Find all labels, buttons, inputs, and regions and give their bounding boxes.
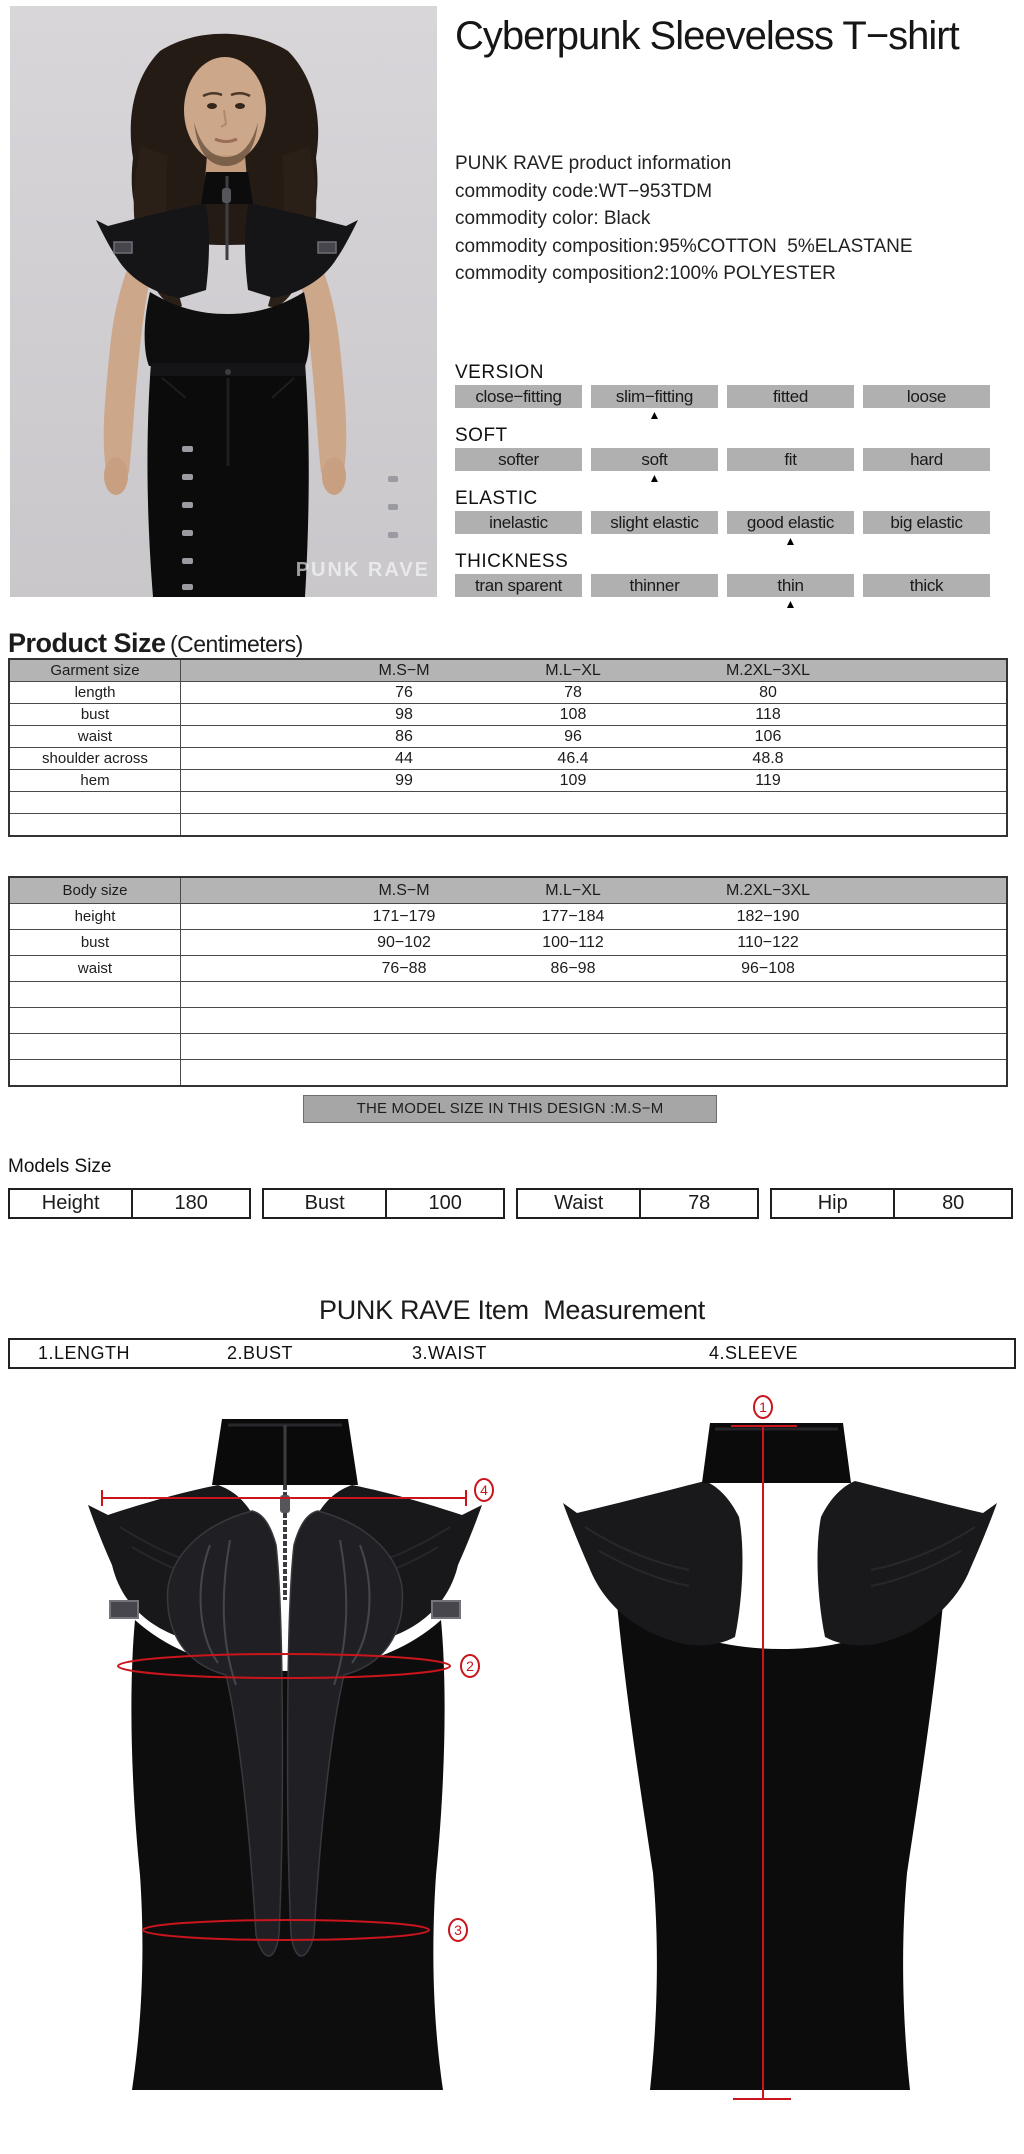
- selected-option-marker-icon: ▲: [648, 471, 661, 485]
- attribute-option-cell: thick: [863, 574, 990, 597]
- product-info-line: PUNK RAVE product information: [455, 153, 732, 174]
- models-size-row: [8, 1188, 1016, 1219]
- size-value-cell: 76−88: [381, 960, 427, 977]
- attribute-section-elastic: [455, 488, 990, 551]
- size-value-cell: 106: [754, 728, 782, 745]
- attribute-options-row: [455, 574, 990, 597]
- selected-option-marker-icon: ▲: [784, 597, 797, 611]
- attribute-options-row: [455, 385, 990, 408]
- bust-marker: 2: [466, 1658, 474, 1674]
- length-marker: 1: [759, 1399, 767, 1415]
- size-value-cell: 86: [395, 728, 413, 745]
- model-size-box-bust: [262, 1188, 505, 1219]
- product-size-units: (Centimeters): [169, 631, 303, 657]
- size-table-row: [10, 791, 1006, 813]
- row-label-cell: [10, 1008, 181, 1033]
- product-info-block: [455, 150, 913, 288]
- model-size-label: Height: [10, 1190, 133, 1217]
- size-value-cell: 177−184: [541, 908, 605, 925]
- row-label-cell: bust: [10, 930, 181, 955]
- product-size-heading: [8, 628, 303, 659]
- size-value-cell: 76: [395, 684, 413, 701]
- model-size-banner: THE MODEL SIZE IN THIS DESIGN :M.S−M: [303, 1095, 717, 1123]
- product-info-line: commodity composition:95%COTTON 5%ELASTANE: [455, 235, 913, 257]
- size-value-cell: 98: [395, 706, 413, 723]
- waist-marker: 3: [454, 1922, 462, 1938]
- size-value-cell: 171−179: [372, 908, 436, 925]
- attribute-label: THICKNESS: [455, 551, 569, 572]
- model-size-value: 180: [174, 1192, 208, 1214]
- attribute-option-cell: close−fitting: [455, 385, 582, 408]
- row-label-cell: [10, 1060, 181, 1085]
- attribute-label: VERSION: [455, 362, 545, 383]
- row-label-cell: [10, 792, 181, 813]
- size-value-cell: 118: [755, 706, 781, 723]
- size-value-cell: 90−102: [377, 934, 431, 951]
- legend-item-1: 1.LENGTH: [38, 1343, 131, 1363]
- model-size-box-hip: [770, 1188, 1013, 1219]
- size-value-cell: 96−108: [741, 960, 795, 977]
- size-table-row: [10, 1007, 1006, 1033]
- model-size-box-height: [8, 1188, 251, 1219]
- garment-back-view: [555, 1393, 1005, 2105]
- garment-size-table: [8, 658, 1008, 837]
- measurement-legend-bar: [8, 1338, 1016, 1369]
- size-value-cell: 86−98: [550, 960, 596, 977]
- row-label-cell: height: [10, 904, 181, 929]
- attribute-option-cell: inelastic: [455, 511, 582, 534]
- size-value-cell: 110−122: [737, 934, 799, 951]
- legend-item-4: 4.SLEEVE: [709, 1343, 799, 1363]
- model-size-value: 100: [428, 1192, 462, 1214]
- size-column-header: M.L−XL: [545, 882, 601, 899]
- size-value-cell: 100−112: [542, 934, 604, 951]
- size-value-cell: 48.8: [752, 750, 784, 767]
- attribute-option-cell: thin: [727, 574, 854, 597]
- attribute-option-cell: slim−fitting: [591, 385, 718, 408]
- attribute-label: ELASTIC: [455, 488, 538, 509]
- model-size-label: Bust: [264, 1190, 387, 1217]
- row-label-cell: [10, 814, 181, 835]
- attribute-option-cell: slight elastic: [591, 511, 718, 534]
- model-size-box-waist: [516, 1188, 759, 1219]
- size-value-cell: 96: [564, 728, 582, 745]
- attribute-option-cell: soft: [591, 448, 718, 471]
- attribute-option-cell: loose: [863, 385, 990, 408]
- attribute-option-cell: hard: [863, 448, 990, 471]
- size-table-row: [10, 703, 1006, 725]
- attribute-section-version: [455, 362, 990, 425]
- size-table-header-label: Body size: [10, 878, 181, 903]
- row-label-cell: length: [10, 682, 181, 703]
- product-info-line: commodity composition2:100% POLYESTER: [455, 263, 836, 284]
- size-value-cell: 44: [395, 750, 413, 767]
- size-column-header: M.S−M: [378, 882, 430, 899]
- size-table-row: [10, 929, 1006, 955]
- size-table-row: [10, 813, 1006, 835]
- size-table-row: [10, 981, 1006, 1007]
- size-column-header: M.L−XL: [545, 662, 601, 679]
- attribute-option-cell: good elastic: [727, 511, 854, 534]
- model-size-value: 78: [688, 1192, 711, 1214]
- size-table-row: [10, 903, 1006, 929]
- attribute-option-cell: big elastic: [863, 511, 990, 534]
- size-value-cell: 46.4: [557, 750, 589, 767]
- product-info-line: commodity code:WT−953TDM: [455, 180, 713, 202]
- size-table-header-row: [10, 660, 1006, 681]
- size-table-header-row: [10, 878, 1006, 903]
- size-table-row: [10, 725, 1006, 747]
- size-value-cell: 99: [395, 772, 413, 789]
- size-value-cell: 78: [564, 684, 582, 701]
- size-column-header: M.S−M: [378, 662, 430, 679]
- attribute-sections: [455, 362, 990, 622]
- attribute-option-cell: tran sparent: [455, 574, 582, 597]
- page-title: Cyberpunk Sleeveless T−shirt: [455, 14, 959, 58]
- attribute-options-row: [455, 511, 990, 534]
- row-label-cell: [10, 1034, 181, 1059]
- row-label-cell: waist: [10, 726, 181, 747]
- size-table-row: [10, 955, 1006, 981]
- size-value-cell: 119: [755, 772, 781, 789]
- attribute-label: SOFT: [455, 425, 508, 446]
- size-table-row: [10, 1033, 1006, 1059]
- attribute-section-soft: [455, 425, 990, 488]
- models-size-heading: Models Size: [8, 1156, 112, 1177]
- row-label-cell: hem: [10, 770, 181, 791]
- measurement-title: PUNK RAVE Item Measurement: [318, 1295, 706, 1325]
- body-size-table: [8, 876, 1008, 1087]
- size-table-row: [10, 1059, 1006, 1085]
- selected-option-marker-icon: ▲: [784, 534, 797, 548]
- size-value-cell: 108: [559, 706, 587, 723]
- attribute-option-cell: thinner: [591, 574, 718, 597]
- attribute-section-thickness: [455, 551, 990, 614]
- model-photo: [10, 6, 437, 597]
- size-value-cell: 80: [759, 684, 777, 701]
- size-table-row: [10, 681, 1006, 703]
- selected-option-marker-icon: ▲: [648, 408, 661, 422]
- size-table-row: [10, 747, 1006, 769]
- row-label-cell: [10, 982, 181, 1007]
- product-info-line: commodity color: Black: [455, 208, 651, 229]
- product-size-title: Product Size: [8, 628, 166, 658]
- size-value-cell: 182−190: [736, 908, 800, 925]
- sleeve-marker: 4: [480, 1482, 488, 1498]
- brand-watermark: PUNK RAVE: [295, 559, 430, 581]
- row-label-cell: shoulder across: [10, 748, 181, 769]
- attribute-option-cell: softer: [455, 448, 582, 471]
- row-label-cell: waist: [10, 956, 181, 981]
- attribute-option-cell: fit: [727, 448, 854, 471]
- size-value-cell: 109: [559, 772, 587, 789]
- model-illustration: [10, 6, 437, 597]
- size-column-header: M.2XL−3XL: [725, 662, 811, 679]
- model-size-label: Hip: [772, 1190, 895, 1217]
- attribute-options-row: [455, 448, 990, 471]
- attribute-option-cell: fitted: [727, 385, 854, 408]
- model-size-value: 80: [942, 1192, 965, 1214]
- size-table-row: [10, 769, 1006, 791]
- size-table-header-label: Garment size: [10, 660, 181, 681]
- size-column-header: M.2XL−3XL: [725, 882, 811, 899]
- garment-front-view: [60, 1395, 510, 2105]
- legend-item-3: 3.WAIST: [412, 1343, 487, 1363]
- model-size-label: Waist: [518, 1190, 641, 1217]
- row-label-cell: bust: [10, 704, 181, 725]
- legend-item-2: 2.BUST: [227, 1343, 294, 1363]
